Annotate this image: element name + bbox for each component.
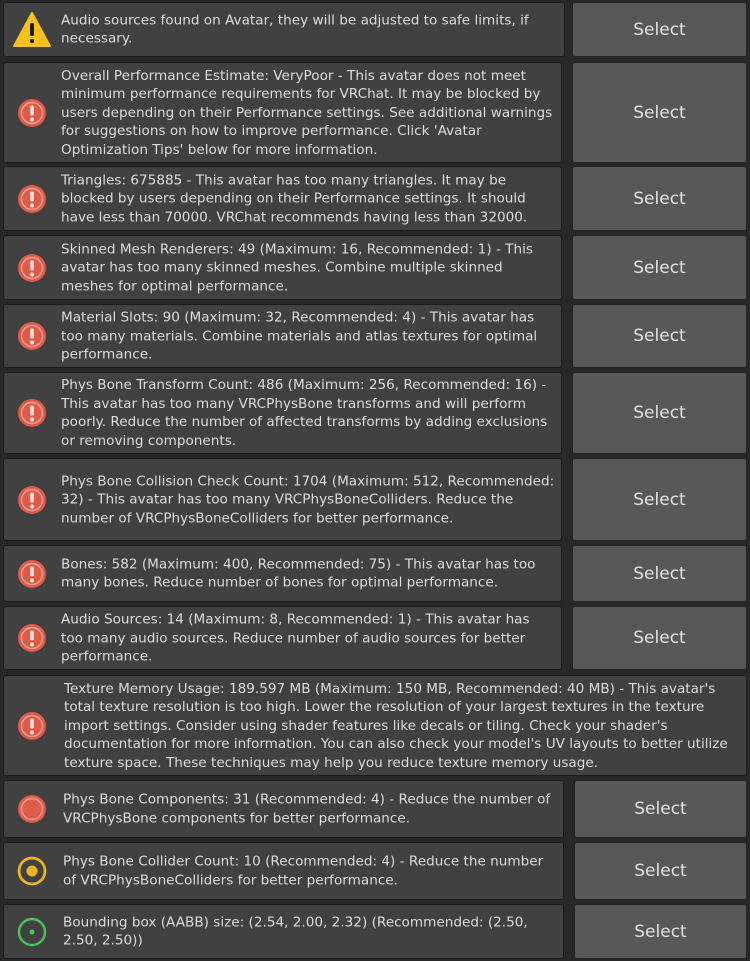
warning-message — [3, 675, 747, 776]
error-icon — [12, 554, 52, 594]
error-icon — [12, 93, 52, 133]
warning-text: Audio sources found on Avatar, they will be adjusted to safe limits, if necessary. — [61, 12, 529, 47]
warning-row — [0, 62, 750, 163]
error-icon — [12, 316, 52, 356]
warning-message — [3, 304, 562, 368]
warning-text: Triangles: 675885 - This avatar has too many triangles. It may be blocked by users depending on their Performance settings. It should have less than 70000. VRChat recommends having less than 32000. — [61, 171, 528, 225]
amber-dot-icon — [12, 851, 52, 891]
select-button[interactable]: Select — [572, 372, 747, 454]
select-button[interactable]: Select — [572, 62, 747, 163]
select-button[interactable]: Select — [572, 545, 747, 602]
warning-text: Overall Performance Estimate: VeryPoor - This avatar does not meet minimum performance requirements for VRChat. It may be blocked by users depending on their Performance settings. See additional warnings for suggestions on how to improve performance. Click 'Avatar Optimization Tips' below for more information. — [61, 67, 553, 158]
select-button[interactable]: Select — [572, 606, 747, 670]
warning-text: Material Slots: 90 (Maximum: 32, Recommended: 4) - This avatar has too many materials. Combine materials and atlas textures for optimal performance. — [61, 309, 538, 363]
error-icon — [12, 480, 52, 520]
warning-text: Skinned Mesh Renderers: 49 (Maximum: 16, Recommended: 1) - This avatar has too many skinned meshes. Combine multiple skinned meshes for optimal performance. — [61, 240, 533, 294]
error-icon — [12, 706, 52, 746]
warning-text: Audio Sources: 14 (Maximum: 8, Recommended: 1) - This avatar has too many audio sources. Reduce number of audio sources for better performance. — [61, 611, 530, 665]
warning-row — [0, 545, 750, 602]
error-icon — [12, 179, 52, 219]
select-button[interactable]: Select — [572, 166, 747, 231]
error-icon — [12, 393, 52, 433]
select-button[interactable]: Select — [572, 235, 747, 300]
warning-row — [0, 904, 750, 959]
red-dot-icon — [12, 789, 52, 829]
select-button[interactable]: Select — [572, 2, 747, 57]
warning-message — [3, 166, 562, 231]
warning-message — [3, 2, 565, 57]
error-icon — [12, 618, 52, 658]
warning-text: Phys Bone Collider Count: 10 (Recommended: 4) - Reduce the number of VRCPhysBoneColliders for better performance. — [63, 853, 544, 888]
warning-text: Texture Memory Usage: 189.597 MB (Maximum: 150 MB, Recommended: 40 MB) - This avatar's total texture resolution is too high. Lower the resolution of your largest textures in the texture import settings. Consider using shader features like decals or tiling. Check your shader's documentation for more information. You can also check your model's UV layouts to better utilize texture space. These techniques may help you reduce texture memory usage. — [64, 680, 728, 771]
warning-row — [0, 458, 750, 541]
warning-row — [0, 675, 750, 776]
warning-text: Bounding box (AABB) size: (2.54, 2.00, 2.32) (Recommended: (2.50, 2.50, 2.50)) — [63, 914, 528, 949]
warning-text: Bones: 582 (Maximum: 400, Recommended: 75) - This avatar has too many bones. Reduce number of bones for optimal performance. — [61, 556, 536, 591]
warning-message — [3, 904, 564, 959]
warning-row — [0, 842, 750, 900]
select-button[interactable]: Select — [574, 780, 747, 838]
warning-message — [3, 842, 564, 900]
warning-message — [3, 458, 562, 541]
warning-row — [0, 304, 750, 368]
warning-row — [0, 166, 750, 231]
select-button[interactable]: Select — [572, 304, 747, 368]
warning-triangle-icon — [12, 10, 52, 50]
warning-message — [3, 545, 562, 602]
warning-text: Phys Bone Components: 31 (Recommended: 4) - Reduce the number of VRCPhysBone components for better performance. — [63, 791, 551, 826]
warning-text: Phys Bone Collision Check Count: 1704 (Maximum: 512, Recommended: 32) - This avatar has too many VRCPhysBoneColliders. Reduce the number of VRCPhysBoneColliders for better performance. — [61, 472, 555, 526]
select-button[interactable]: Select — [574, 904, 747, 959]
select-button[interactable]: Select — [572, 458, 747, 541]
warning-row — [0, 372, 750, 454]
warning-row — [0, 606, 750, 670]
warning-message — [3, 62, 562, 163]
warning-row — [0, 2, 750, 57]
warning-row — [0, 235, 750, 300]
warning-message — [3, 780, 564, 838]
warning-row — [0, 780, 750, 838]
warning-message — [3, 235, 562, 300]
select-button[interactable]: Select — [574, 842, 747, 900]
warning-message — [3, 606, 562, 670]
warning-text: Phys Bone Transform Count: 486 (Maximum: 256, Recommended: 16) - This avatar has too many VRCPhysBone transforms and will perform poorly. Reduce the number of affected transforms by adding exclusions or removing components. — [61, 377, 548, 449]
green-dot-icon — [12, 912, 52, 952]
warning-message — [3, 372, 562, 454]
error-icon — [12, 248, 52, 288]
